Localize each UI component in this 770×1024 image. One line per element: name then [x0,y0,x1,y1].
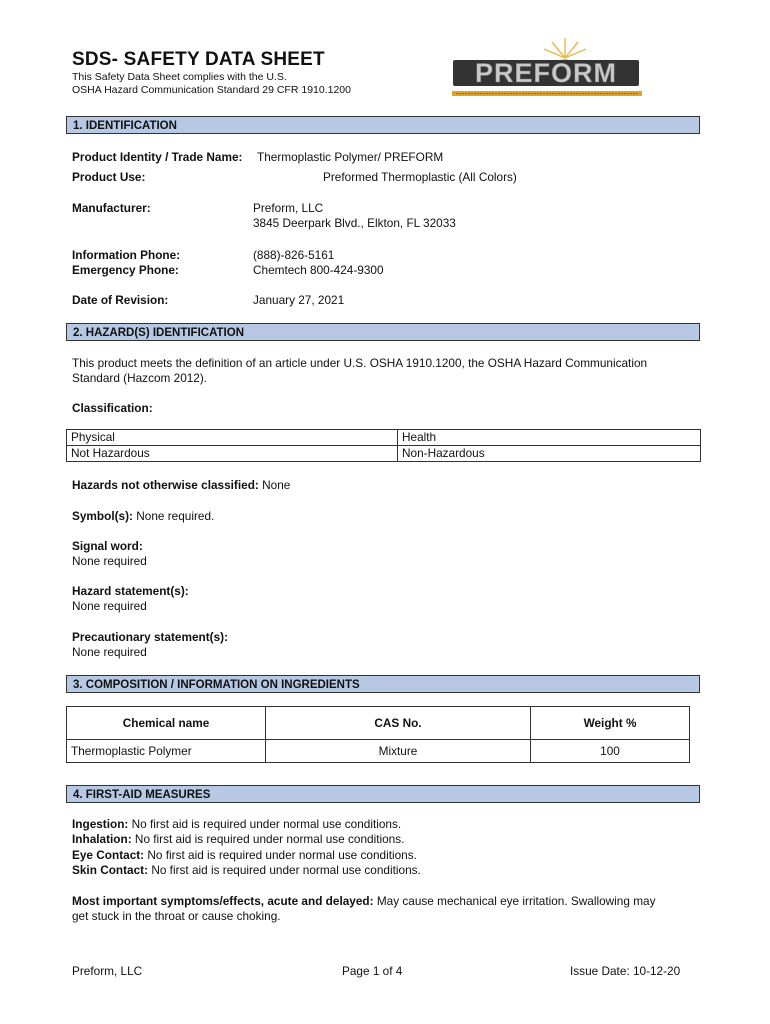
precaution-label: Precautionary statement(s): [72,630,229,644]
manufacturer-label: Manufacturer: [72,201,151,215]
classification-header-health: Health [398,430,701,446]
symbols-label: Symbol(s): [72,509,133,523]
compliance-line-2: OSHA Hazard Communication Standard 29 CFR 1910.1200 [72,84,351,96]
product-identity-label: Product Identity / Trade Name: [72,150,243,164]
manufacturer-name: Preform, LLC [253,201,324,215]
ingestion-value: No first aid is required under normal use conditions. [131,817,402,831]
precaution-value: None required [72,645,147,659]
revision-date-label: Date of Revision: [72,293,169,307]
info-phone-label: Information Phone: [72,248,181,262]
section-4-heading: 4. FIRST-AID MEASURES [66,785,700,803]
product-use-label: Product Use: [72,170,146,184]
info-phone-value: (888)-826-5161 [253,248,335,262]
skin-contact-label: Skin Contact: [72,863,149,877]
footer-issue-date: Issue Date: 10-12-20 [570,964,681,978]
emergency-phone-value: Chemtech 800-424-9300 [253,263,384,277]
inhalation-label: Inhalation: [72,832,132,846]
footer-company: Preform, LLC [72,964,143,978]
signal-word-label: Signal word: [72,539,143,553]
compliance-line-1: This Safety Data Sheet complies with the U.S. [72,71,287,83]
ingestion-line [72,817,401,832]
skin-contact-value: No first aid is required under normal use conditions. [151,863,421,877]
hazard-intro-line-1: This product meets the definition of an article under U.S. OSHA 1910.1200, the OSHA Hazard Communication [72,356,648,370]
logo-wordmark: PREFORM [475,58,617,88]
eye-contact-label: Eye Contact: [72,848,145,862]
hnoc-label: Hazards not otherwise classified: [72,478,259,492]
footer-page-number: Page 1 of 4 [342,964,403,978]
section-1-heading: 1. IDENTIFICATION [66,116,700,134]
product-identity-value: Thermoplastic Polymer/ PREFORM [257,150,444,164]
composition-chemical-name: Thermoplastic Polymer [67,740,266,763]
hnoc-value: None [262,478,291,492]
composition-header-cas: CAS No. [266,707,531,740]
symptoms-value-1: May cause mechanical eye irritation. Swallowing may [376,894,656,908]
classification-value-physical: Not Hazardous [67,446,398,462]
composition-weight: 100 [531,740,690,763]
hnoc-line [72,478,290,493]
ingestion-label: Ingestion: [72,817,129,831]
signal-word-value: None required [72,554,147,568]
symbols-line [72,509,214,524]
hazard-statement-value: None required [72,599,147,613]
classification-header-physical: Physical [67,430,398,446]
skin-contact-line [72,863,421,878]
symptoms-line-1 [72,894,655,909]
symptoms-label: Most important symptoms/effects, acute and delayed: [72,894,374,908]
section-2-heading: 2. HAZARD(S) IDENTIFICATION [66,323,700,341]
product-use-value: Preformed Thermoplastic (All Colors) [323,170,517,184]
composition-header-chemical: Chemical name [67,707,266,740]
hazard-intro-line-2: Standard (Hazcom 2012). [72,371,208,385]
eye-contact-value: No first aid is required under normal use conditions. [147,848,417,862]
inhalation-line [72,832,404,847]
hazard-statement-label: Hazard statement(s): [72,584,189,598]
classification-label: Classification: [72,401,153,415]
classification-value-health: Non-Hazardous [398,446,701,462]
emergency-phone-label: Emergency Phone: [72,263,179,277]
eye-contact-line [72,848,417,863]
preform-logo [448,36,646,102]
composition-header-weight: Weight % [531,707,690,740]
composition-table [66,706,690,763]
section-3-heading: 3. COMPOSITION / INFORMATION ON INGREDIENTS [66,675,700,693]
symbols-value: None required. [136,509,215,523]
symptoms-value-2: get stuck in the throat or cause choking. [72,909,281,923]
revision-date-value: January 27, 2021 [253,293,345,307]
inhalation-value: No first aid is required under normal use conditions. [134,832,405,846]
classification-table [66,429,701,462]
composition-cas-no: Mixture [266,740,531,763]
sunburst-icon [544,38,586,58]
document-title: SDS- SAFETY DATA SHEET [72,49,325,70]
manufacturer-address: 3845 Deerpark Blvd., Elkton, FL 32033 [253,216,456,230]
